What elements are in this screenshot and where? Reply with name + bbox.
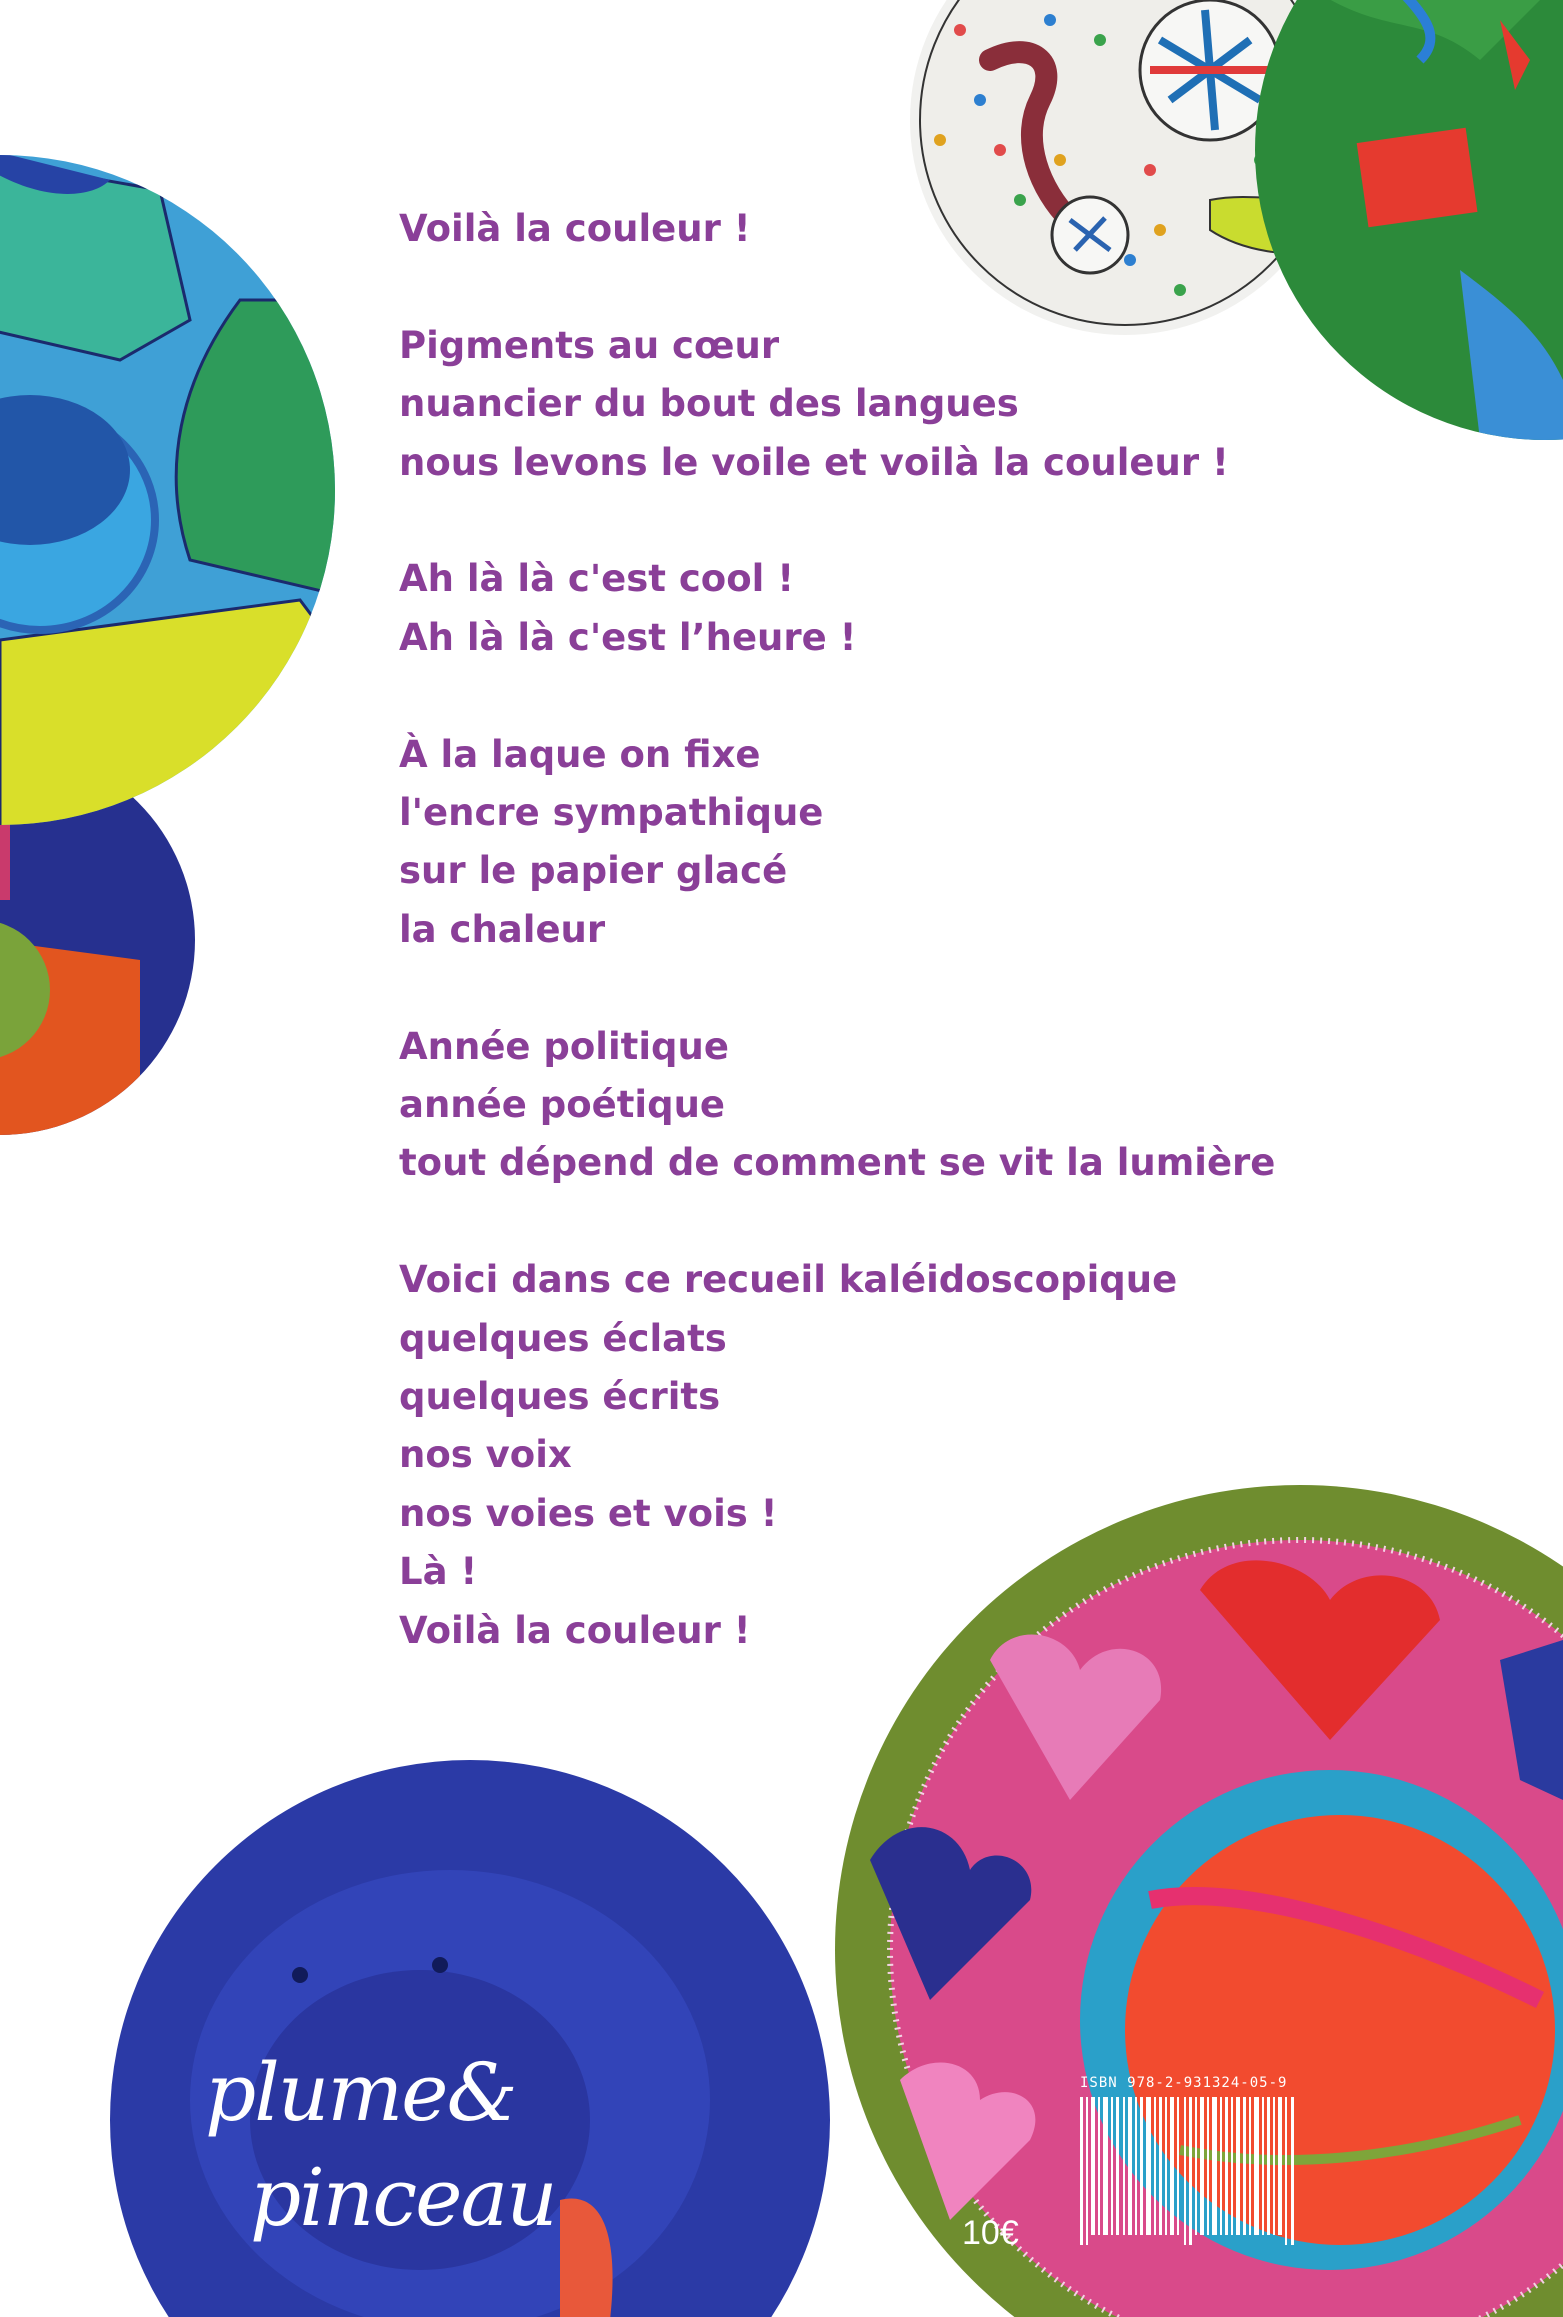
barcode <box>1080 2097 1300 2245</box>
poem-line: tout dépend de comment se vit la lumière <box>399 1141 1276 1185</box>
publisher-logo <box>195 2025 595 2270</box>
stanza-1 <box>399 200 1399 258</box>
poem-line: année poétique <box>399 1083 726 1127</box>
logo-line-2: pinceau <box>250 2151 556 2244</box>
stanza-3 <box>399 550 1399 667</box>
stanza-6 <box>399 1251 1399 1660</box>
poem-line: quelques écrits <box>399 1375 721 1419</box>
poem-line: l'encre sympathique <box>399 791 824 835</box>
stanza-4 <box>399 726 1399 960</box>
price-label: 10€ <box>962 2214 1019 2252</box>
painted-circle-left-large <box>0 150 360 860</box>
poem-line: nos voix <box>399 1433 572 1477</box>
poem-line: Là ! <box>399 1550 478 1594</box>
poem-line: nos voies et vois ! <box>399 1491 778 1535</box>
poem-line: Pigments au cœur <box>399 323 780 367</box>
poem-line: nous levons le voile et voilà la couleur ! <box>399 440 1229 484</box>
poem-line: À la laque on fixe <box>399 732 761 776</box>
poem <box>399 200 1399 1718</box>
stanza-2 <box>399 317 1399 492</box>
poem-line: Voici dans ce recueil kaléidoscopique <box>399 1258 1178 1302</box>
poem-line: la chaleur <box>399 907 606 951</box>
poem-line: Ah là là c'est l’heure ! <box>399 615 857 659</box>
poem-line: quelques éclats <box>399 1316 727 1360</box>
poem-line: sur le papier glacé <box>399 849 788 893</box>
poem-line: Ah là là c'est cool ! <box>399 557 795 601</box>
poem-line: Année politique <box>399 1024 729 1068</box>
logo-line-1: plume& <box>205 2046 516 2139</box>
poem-line: Voilà la couleur ! <box>399 207 751 250</box>
isbn-label: ISBN 978-2-931324-05-9 <box>1080 2075 1288 2091</box>
poem-line: Voilà la couleur ! <box>399 1608 751 1652</box>
stanza-5 <box>399 1018 1399 1193</box>
poem-line: nuancier du bout des langues <box>399 382 1019 426</box>
